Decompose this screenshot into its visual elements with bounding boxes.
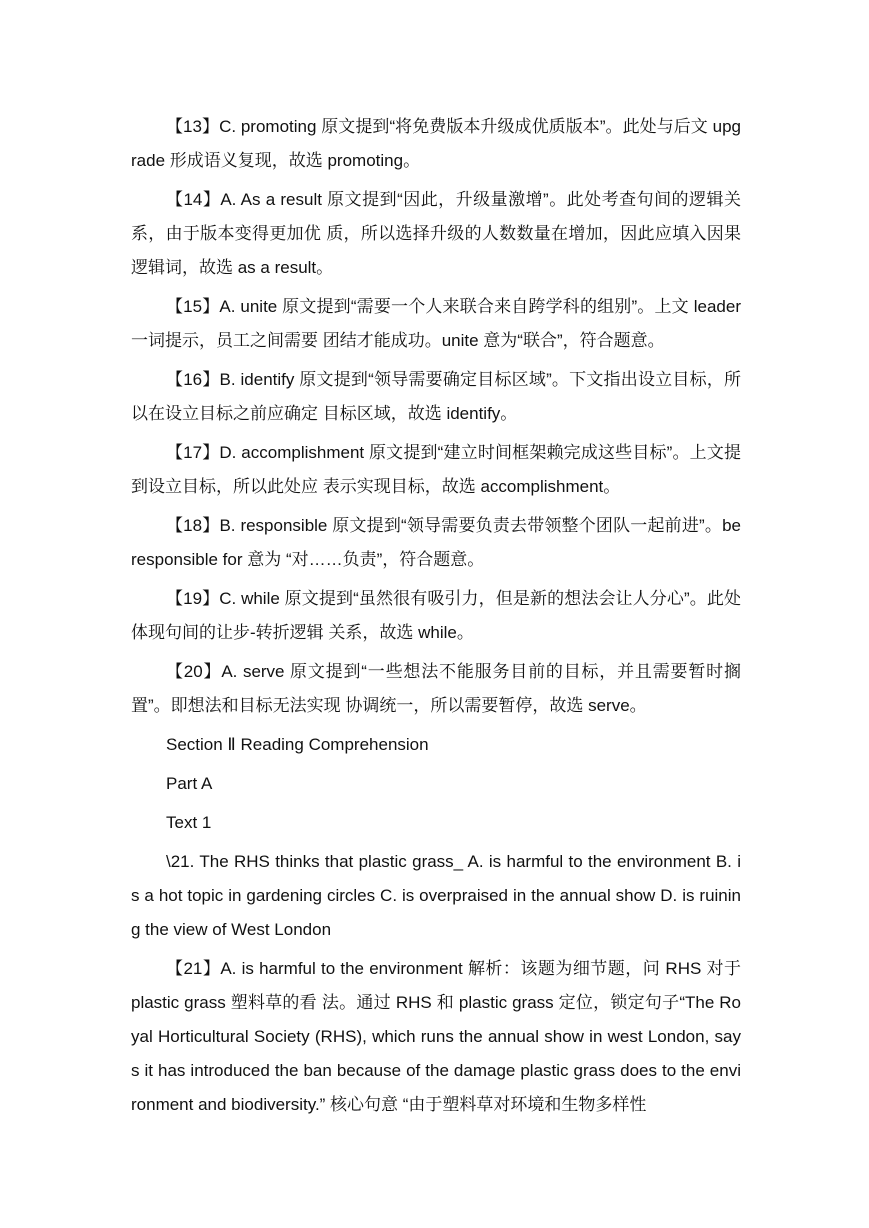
- part-heading: Part A: [166, 774, 213, 793]
- answer-16-paragraph: 【16】B. identify 原文提到“领导需要确定目标区域”。下文指出设立目标，所以在设立目标之前应确定 目标区域，故选 identify。: [131, 370, 741, 423]
- answer-14-paragraph: 【14】A. As a result 原文提到“因此，升级量激增”。此处考查句间的逻辑关系，由于版本变得更加优 质，所以选择升级的人数数量在增加，因此应填入因果逻辑词，故选 as a result。: [131, 190, 741, 277]
- answer-19-paragraph: 【19】C. while 原文提到“虽然很有吸引力，但是新的想法会让人分心”。此处体现句间的让步-转折逻辑 关系，故选 while。: [131, 589, 741, 642]
- question-21-paragraph: \21. The RHS thinks that plastic grass_ A. is harmful to the environment B. is a hot topic in gardening circles C. is overpraised in the annual show D. is ruining the view of West London: [131, 852, 741, 939]
- answer-17-paragraph: 【17】D. accomplishment 原文提到“建立时间框架赖完成这些目标”。上文提到设立目标，所以此处应 表示实现目标，故选 accomplishment。: [131, 443, 741, 496]
- answer-21-paragraph: 【21】A. is harmful to the environment 解析：该题为细节题，问 RHS 对于 plastic grass 塑料草的看 法。通过 RHS 和 plastic grass 定位，锁定句子“The Royal Horticultural Society (RHS), which runs the annual show in west London, says it has introduced the ban because of the damage plastic grass does to the environment and biodiversity.” 核心句意 “由于塑料草对环境和生物多样性: [131, 959, 741, 1114]
- answer-15-paragraph: 【15】A. unite 原文提到“需要一个人来联合来自跨学科的组别”。上文 leader 一词提示，员工之间需要 团结才能成功。unite 意为“联合”，符合题意。: [131, 297, 741, 350]
- answer-13-paragraph: 【13】C. promoting 原文提到“将免费版本升级成优质版本”。此处与后文 upgrade 形成语义复现，故选 promoting。: [131, 117, 741, 170]
- answer-18-paragraph: 【18】B. responsible 原文提到“领导需要负责去带领整个团队一起前进”。be responsible for 意为 “对……负责”，符合题意。: [131, 516, 741, 569]
- text-heading: Text 1: [166, 813, 212, 832]
- answer-20-paragraph: 【20】A. serve 原文提到“一些想法不能服务目前的目标，并且需要暂时搁置”。即想法和目标无法实现 协调统一，所以需要暂停，故选 serve。: [131, 662, 741, 715]
- section-heading: Section Ⅱ Reading Comprehension: [166, 735, 429, 754]
